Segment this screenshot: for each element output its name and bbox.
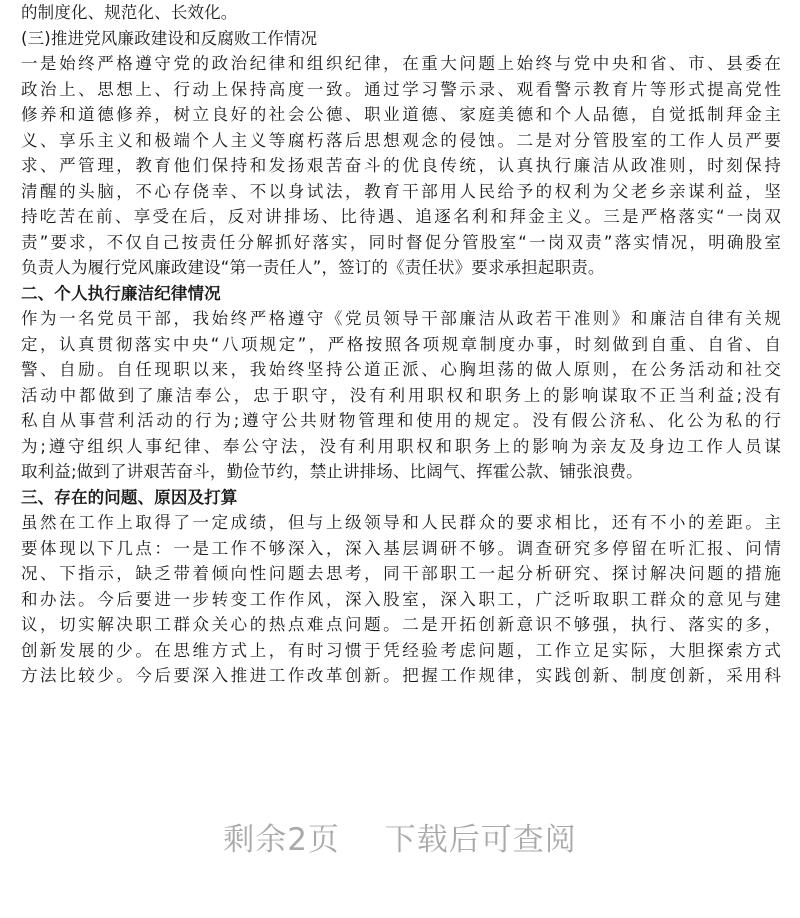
text-line: 持吃苦在前、享受在后，反对讲排场、比待遇、追逐名利和拜金主义。三是严格落实“一岗双 (21, 207, 781, 226)
document-body (21, 0, 781, 689)
section-heading: 三、存在的问题、原因及打算 (21, 487, 238, 507)
text-line: 一是始终严格遵守党的政治纪律和组织纪律，在重大问题上始终与党中央和省、市、县委在 (21, 54, 781, 73)
text-line: 的制度化、规范化、长效化。 (21, 3, 238, 22)
text-line: (三)推进党风廉政建设和反腐败工作情况 (21, 28, 318, 48)
text-line: 况、下指示，缺乏带着倾向性问题去思考，同干部职工一起分析研究、探讨解决问题的措施 (21, 564, 781, 583)
text-line: 要体现以下几点：一是工作不够深入，深入基层调研不够。调查研究多停留在听汇报、问情 (21, 538, 781, 558)
text-line: 为;遵守组织人事纪律、奉公守法，没有利用职权和职务上的影响为亲友及身边工作人员谋 (21, 436, 781, 456)
section-heading: 二、个人执行廉洁纪律情况 (21, 283, 221, 303)
text-line: 议，切实解决职工群众关心的热点难点问题。二是开拓创新意识不够强，执行、落实的多， (21, 615, 781, 634)
text-line: 和办法。今后要进一步转变工作作风，深入股室，深入职工，广泛听取职工群众的意见与建 (21, 589, 781, 609)
download-prompt[interactable] (0, 814, 800, 859)
text-line: 修养和道德修养，树立良好的社会公德、职业道德、家庭美德和个人品德，自觉抵制拜金主 (21, 105, 781, 124)
text-line: 政治上、思想上、行动上保持高度一致。通过学习警示录、观看警示教育片等形式提高党性 (21, 79, 781, 99)
text-line: 虽然在工作上取得了一定成绩，但与上级领导和人民群众的要求相比，还有不小的差距。主 (21, 513, 781, 532)
text-line: 创新发展的少。在思维方式上，有时习惯于凭经验考虑问题，工作立足实际，大胆探索方式 (21, 640, 781, 660)
remaining-pages-label: 剩余2页 (223, 822, 340, 858)
text-line: 警、自励。自任现职以来，我始终坚持公道正派、心胸坦荡的做人原则，在公务活动和社交 (21, 360, 781, 379)
text-line: 定，认真贯彻落实中央“八项规定”，严格按照各项规章制度办事，时刻做到自重、自省、自 (21, 334, 781, 354)
text-line: 作为一名党员干部，我始终严格遵守《党员领导干部廉洁从政若干准则》和廉洁自律有关规 (21, 309, 781, 328)
text-line: 取利益;做到了讲艰苦奋斗，勤俭节约，禁止讲排场、比阔气、挥霍公款、铺张浪费。 (21, 462, 643, 481)
text-line: 活动中都做到了廉洁奉公，忠于职守，没有利用职权和职务上的影响谋取不正当利益;没有 (21, 385, 781, 405)
text-line: 清醒的头脑，不心存侥幸、不以身试法，教育干部用人民给予的权利为父老乡亲谋利益，坚 (21, 181, 781, 201)
download-to-view-label[interactable]: 下载后可查阅 (384, 822, 577, 858)
text-line: 方法比较少。今后要深入推进工作改革创新。把握工作规律，实践创新、制度创新，采用科 (21, 666, 781, 685)
text-line: 责”要求，不仅自己按责任分解抓好落实，同时督促分管股室“一岗双责”落实情况，明确股室 (21, 232, 781, 252)
text-line: 负责人为履行党风廉政建设“第一责任人”，签订的《责任状》要求承担起职责。 (21, 258, 605, 277)
text-line: 求、严管理，教育他们保持和发扬艰苦奋斗的优良传统，认真执行廉洁从政准则，时刻保持 (21, 156, 781, 175)
text-line: 私自从事营利活动的行为;遵守公共财物管理和使用的规定。没有假公济私、化公为私的行 (21, 411, 781, 430)
text-line: 义、享乐主义和极端个人主义等腐朽落后思想观念的侵蚀。二是对分管股室的工作人员严要 (21, 130, 781, 150)
